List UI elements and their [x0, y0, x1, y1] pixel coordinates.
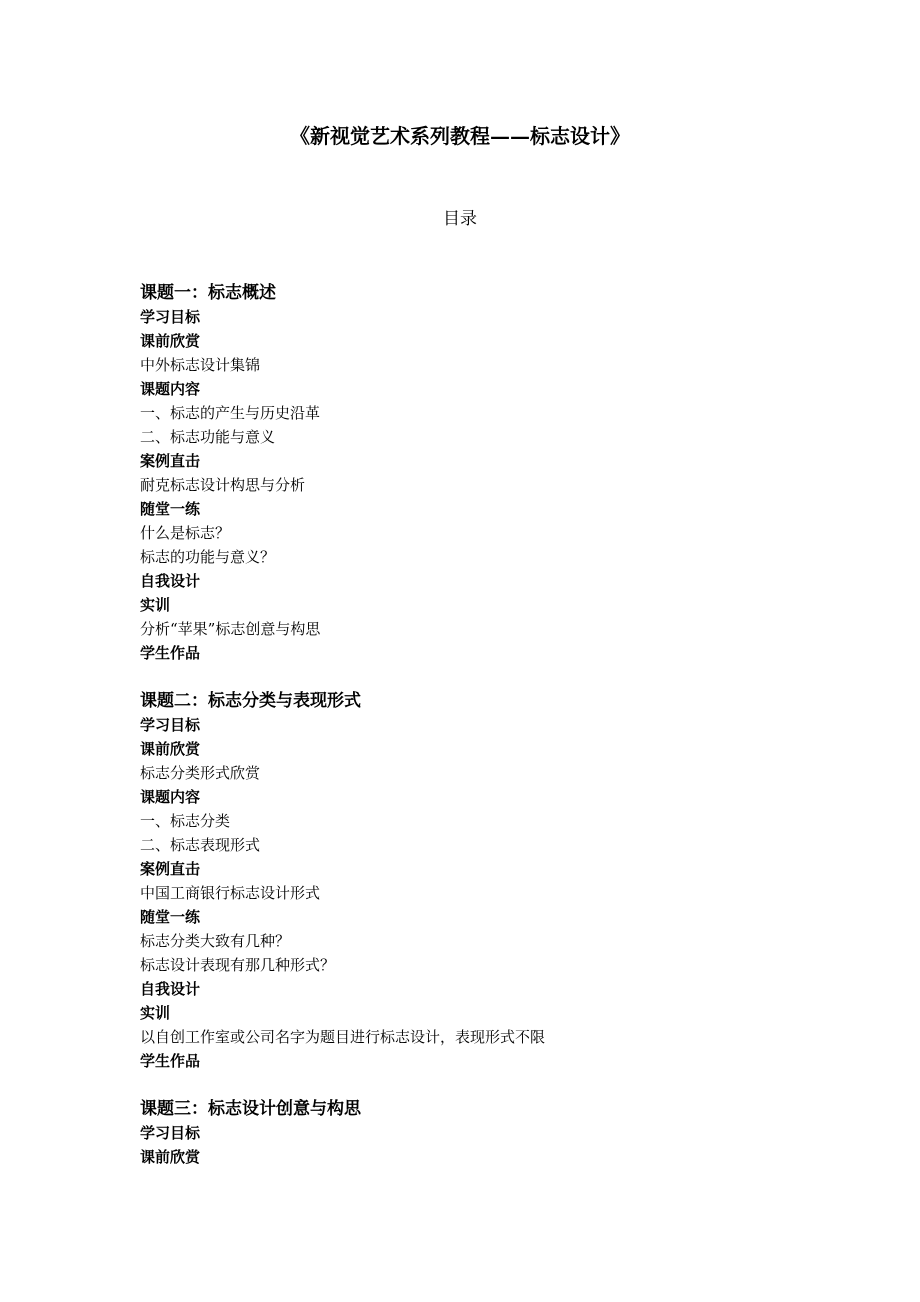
toc-entry: 中国工商银行标志设计形式 — [140, 884, 321, 902]
topic-title: 课题一：标志概述 — [140, 283, 276, 303]
toc-section-label: 课题内容 — [140, 788, 201, 806]
topic-section — [140, 281, 840, 665]
toc-section-label: 课前欣赏 — [140, 332, 201, 350]
toc-entry: 标志设计表现有那几种形式？ — [140, 956, 336, 974]
toc-section-label: 学习目标 — [140, 716, 201, 734]
toc-section-label: 案例直击 — [140, 860, 201, 878]
toc-section-label: 实训 — [140, 1004, 171, 1022]
toc-entry: 分析“苹果”标志创意与构思 — [140, 620, 321, 638]
toc-section-label: 课题内容 — [140, 380, 201, 398]
topic-section — [140, 689, 840, 1073]
toc-section-label: 学生作品 — [140, 1052, 201, 1070]
topic-title: 课题二：标志分类与表现形式 — [140, 691, 361, 711]
toc-entry: 二、标志表现形式 — [140, 836, 261, 854]
toc-section-label: 随堂一练 — [140, 908, 201, 926]
toc-section-label: 课前欣赏 — [140, 740, 201, 758]
page-title: 《新视觉艺术系列教程——标志设计》 — [290, 124, 630, 148]
toc-section-label: 自我设计 — [140, 980, 201, 998]
toc-entry: 耐克标志设计构思与分析 — [140, 476, 306, 494]
toc-section-label: 学习目标 — [140, 1124, 201, 1142]
toc-entry: 标志的功能与意义？ — [140, 548, 276, 566]
toc-entry: 标志分类形式欣赏 — [140, 764, 261, 782]
toc-entry: 中外标志设计集锦 — [140, 356, 261, 374]
toc-entry: 一、标志分类 — [140, 812, 231, 830]
toc-heading: 目录 — [443, 209, 477, 229]
toc-section-label: 自我设计 — [140, 572, 201, 590]
toc-section-label: 课前欣赏 — [140, 1148, 201, 1166]
toc-section-label: 学习目标 — [140, 308, 201, 326]
toc-section-label: 随堂一练 — [140, 500, 201, 518]
topic-section — [140, 1097, 840, 1169]
toc-entry: 二、标志功能与意义 — [140, 428, 276, 446]
toc-section-label: 实训 — [140, 596, 171, 614]
toc-entry: 一、标志的产生与历史沿革 — [140, 404, 321, 422]
topic-title: 课题三：标志设计创意与构思 — [140, 1099, 361, 1119]
toc-entry: 以自创工作室或公司名字为题目进行标志设计，表现形式不限 — [140, 1028, 546, 1046]
toc-section-label: 学生作品 — [140, 644, 201, 662]
toc-entry: 标志分类大致有几种？ — [140, 932, 291, 950]
toc-entry: 什么是标志？ — [140, 524, 231, 542]
toc-content — [140, 281, 840, 1193]
toc-section-label: 案例直击 — [140, 452, 201, 470]
